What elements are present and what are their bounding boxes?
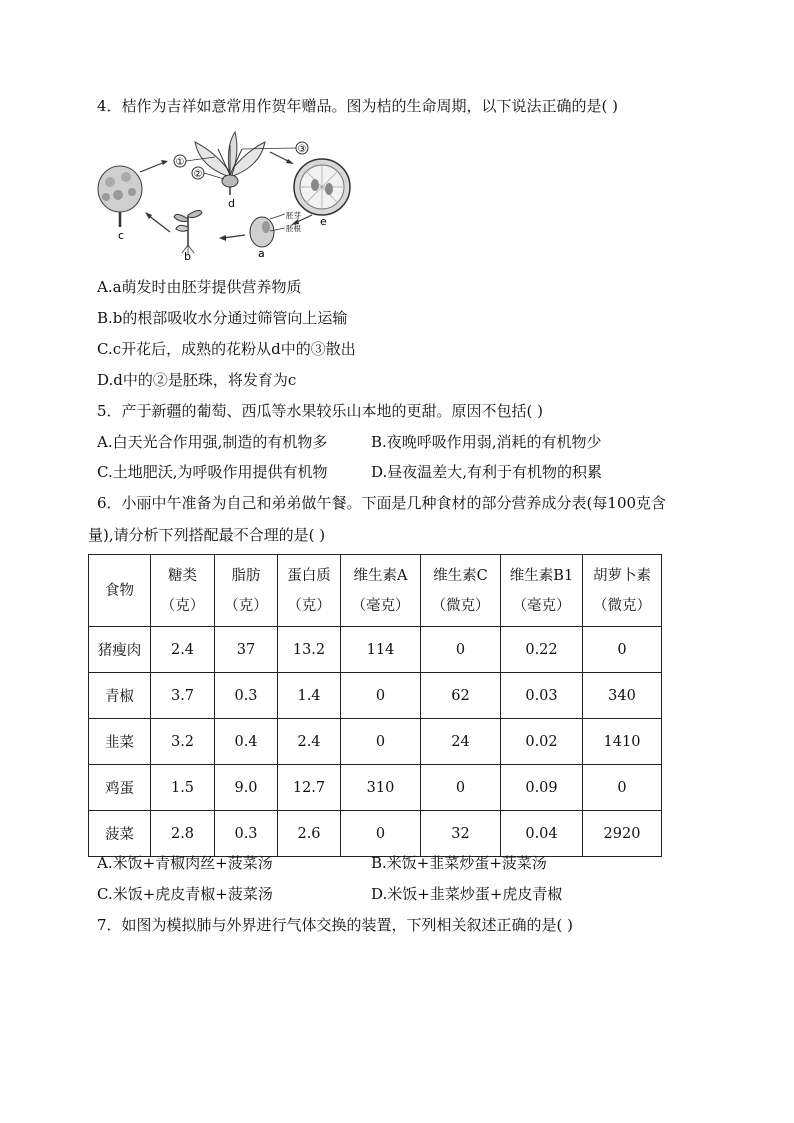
table-cell: 0.09 — [501, 765, 583, 811]
q6-option-b: B.米饭+韭菜炒蛋+菠菜汤 — [371, 854, 547, 872]
q6-option-c: C.米饭+虎皮青椒+菠菜汤 — [97, 885, 273, 903]
fruit-cross-section-icon — [294, 159, 350, 215]
header-cell: 维生素B1 （毫克） — [501, 555, 583, 627]
table-cell: 2920 — [583, 811, 662, 857]
table-cell: 0 — [341, 811, 421, 857]
label-b: b — [184, 250, 191, 262]
q4-option-a: A.a萌发时由胚芽提供营养物质 — [97, 278, 302, 296]
table-cell: 0.22 — [501, 627, 583, 673]
header-cell: 维生素C （微克） — [421, 555, 501, 627]
seed-icon — [250, 217, 274, 247]
orange-life-cycle-figure — [90, 127, 370, 262]
q6-option-a: A.米饭+青椒肉丝+菠菜汤 — [97, 854, 273, 872]
table-cell: 2.6 — [278, 811, 341, 857]
table-cell: 1.4 — [278, 673, 341, 719]
table-cell: 1.5 — [151, 765, 215, 811]
table-cell: 0 — [341, 673, 421, 719]
q5-option-c: C.土地肥沃,为呼吸作用提供有机物 — [97, 463, 328, 481]
tree-icon — [98, 166, 142, 227]
label-1: ① — [175, 157, 185, 168]
label-embryo-root: 胚根 — [286, 224, 301, 233]
header-cell: 食物 — [89, 555, 151, 627]
table-cell: 62 — [421, 673, 501, 719]
table-cell: 1410 — [583, 719, 662, 765]
table-row — [89, 765, 662, 811]
q4-option-b: B.b的根部吸收水分通过筛管向上运输 — [97, 309, 348, 327]
table-cell: 3.2 — [151, 719, 215, 765]
table-cell: 340 — [583, 673, 662, 719]
table-cell: 0.03 — [501, 673, 583, 719]
q5-stem: 5．产于新疆的葡萄、西瓜等水果较乐山本地的更甜。原因不包括( ) — [97, 402, 544, 420]
table-cell: 0.04 — [501, 811, 583, 857]
header-cell: 维生素A （毫克） — [341, 555, 421, 627]
table-cell: 0.4 — [215, 719, 278, 765]
label-embryo-bud: 胚芽 — [286, 211, 301, 220]
q5-option-d: D.昼夜温差大,有利于有机物的积累 — [371, 463, 603, 481]
table-row — [89, 627, 662, 673]
flower-icon — [195, 132, 265, 195]
header-cell: 胡萝卜素 （微克） — [583, 555, 662, 627]
table-cell: 鸡蛋 — [89, 765, 151, 811]
table-cell: 3.7 — [151, 673, 215, 719]
seedling-icon — [174, 210, 202, 255]
label-3: ③ — [297, 144, 307, 155]
q6-stem-line2: 量),请分析下列搭配最不合理的是( ) — [88, 526, 326, 544]
table-row — [89, 673, 662, 719]
table-cell: 韭菜 — [89, 719, 151, 765]
table-cell: 0.3 — [215, 673, 278, 719]
table-cell: 0 — [421, 627, 501, 673]
label-e: e — [320, 215, 327, 228]
table-cell: 0.02 — [501, 719, 583, 765]
table-row — [89, 719, 662, 765]
table-cell: 2.4 — [151, 627, 215, 673]
table-cell: 13.2 — [278, 627, 341, 673]
label-2: ② — [193, 169, 203, 180]
table-cell: 12.7 — [278, 765, 341, 811]
label-d: d — [228, 197, 235, 210]
header-cell: 糖类 （克） — [151, 555, 215, 627]
q6-option-d: D.米饭+韭菜炒蛋+虎皮青椒 — [371, 885, 563, 903]
header-cell: 脂肪 （克） — [215, 555, 278, 627]
nutrition-table — [88, 554, 662, 857]
table-cell: 310 — [341, 765, 421, 811]
table-cell: 2.4 — [278, 719, 341, 765]
table-header-row — [89, 555, 662, 627]
table-cell: 37 — [215, 627, 278, 673]
header-cell: 蛋白质 （克） — [278, 555, 341, 627]
table-row — [89, 811, 662, 857]
q4-option-c: C.c开花后，成熟的花粉从d中的③散出 — [97, 340, 356, 358]
q5-option-b: B.夜晚呼吸作用弱,消耗的有机物少 — [371, 433, 602, 451]
table-cell: 24 — [421, 719, 501, 765]
q4-option-d: D.d中的②是胚珠，将发育为c — [97, 371, 297, 389]
table-cell: 0 — [583, 627, 662, 673]
table-cell: 菠菜 — [89, 811, 151, 857]
q5-option-a: A.白天光合作用强,制造的有机物多 — [97, 433, 328, 451]
q7-stem: 7．如图为模拟肺与外界进行气体交换的装置，下列相关叙述正确的是( ) — [97, 916, 574, 934]
q4-stem: 4．桔作为吉祥如意常用作贺年赠品。图为桔的生命周期，以下说法正确的是( ) — [97, 97, 619, 115]
table-cell: 2.8 — [151, 811, 215, 857]
table-cell: 0 — [341, 719, 421, 765]
table-cell: 114 — [341, 627, 421, 673]
table-cell: 0 — [583, 765, 662, 811]
table-cell: 0.3 — [215, 811, 278, 857]
table-cell: 猪瘦肉 — [89, 627, 151, 673]
table-cell: 32 — [421, 811, 501, 857]
label-c: c — [118, 229, 125, 242]
table-cell: 0 — [421, 765, 501, 811]
q6-stem-line1: 6．小丽中午准备为自己和弟弟做午餐。下面是几种食材的部分营养成分表(每100克含 — [97, 494, 667, 512]
table-cell: 青椒 — [89, 673, 151, 719]
label-a: a — [258, 247, 265, 260]
table-cell: 9.0 — [215, 765, 278, 811]
